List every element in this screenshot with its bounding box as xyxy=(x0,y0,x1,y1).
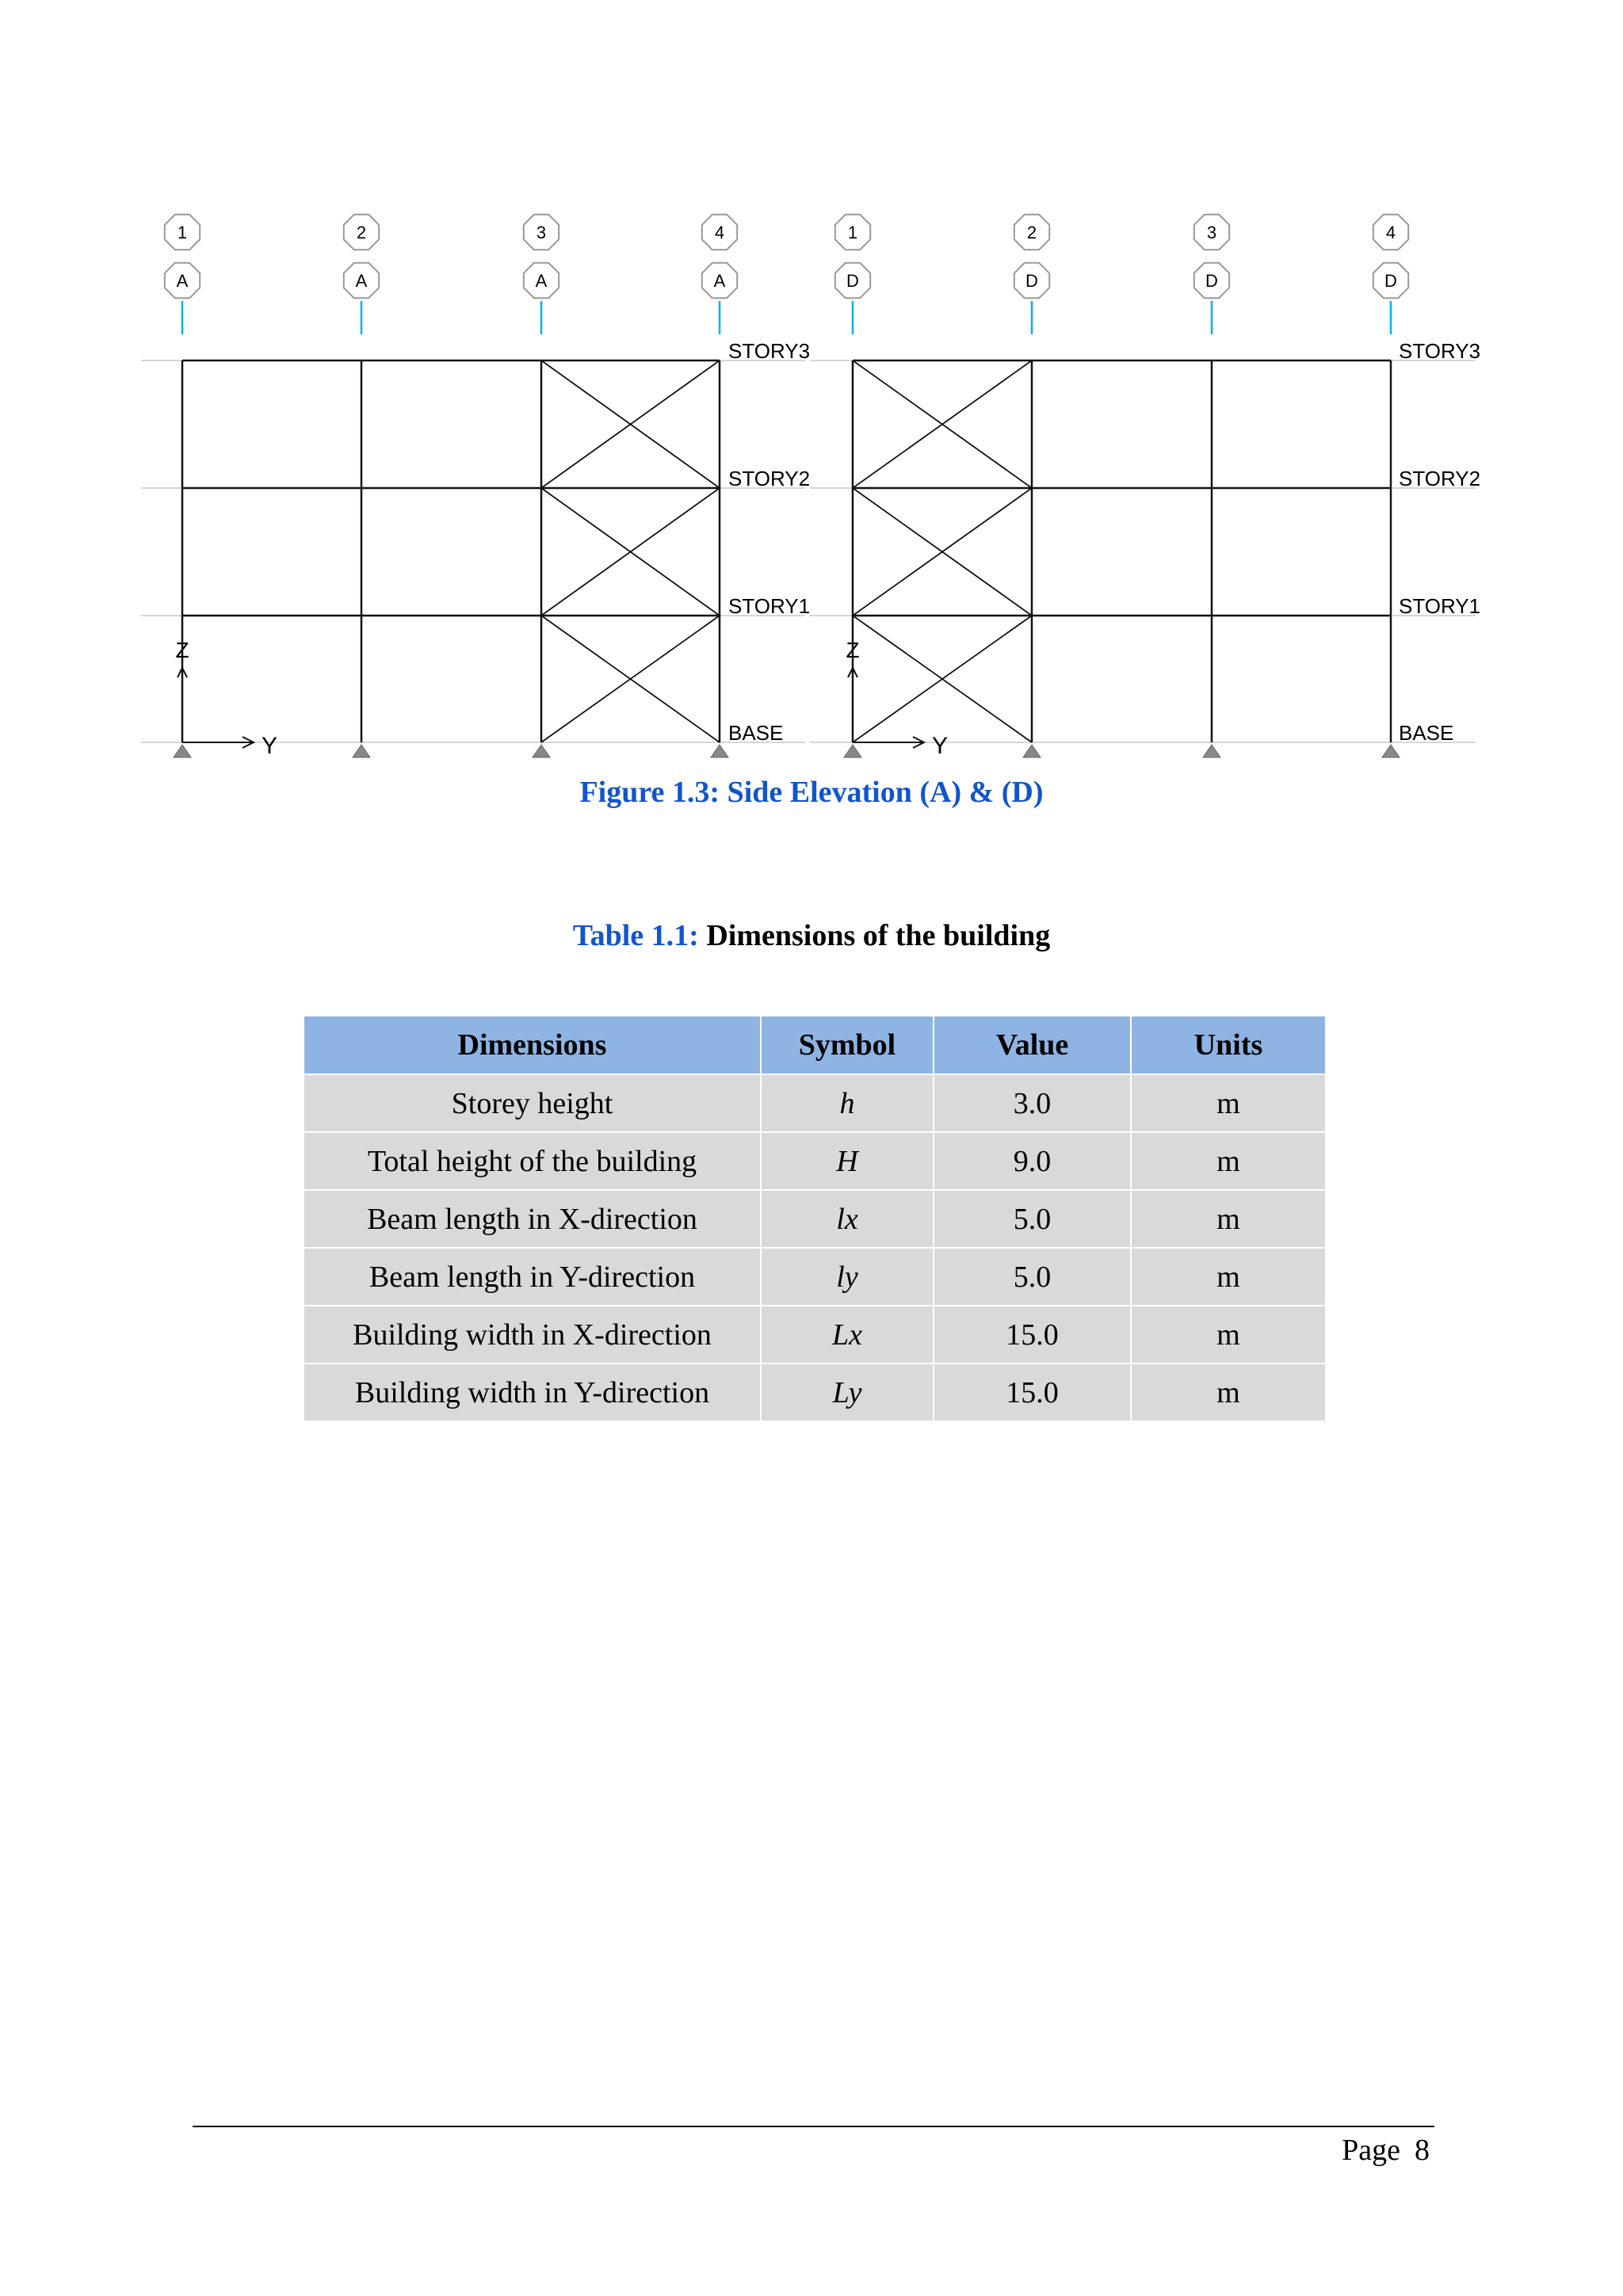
pin-support-icon xyxy=(353,745,370,757)
pin-support-icon xyxy=(711,745,728,757)
story-label: STORY2 xyxy=(728,467,811,490)
pin-support-icon xyxy=(844,745,861,757)
table-row xyxy=(304,1306,1326,1363)
cell-dimension: Building width in Y-direction xyxy=(304,1363,761,1421)
grid-bubble-letter-label: D xyxy=(1025,271,1038,291)
cell-symbol: Lx xyxy=(761,1306,934,1363)
cell-dimension: Storey height xyxy=(304,1074,761,1132)
grid-bubble-number-label: 3 xyxy=(536,223,547,242)
table-row xyxy=(304,1074,1326,1132)
grid-bubble-letter-label: A xyxy=(355,271,368,291)
grid-bubble-number-label: 4 xyxy=(1385,223,1396,242)
page-number xyxy=(1342,2133,1430,2168)
grid-bubble-number-label: 1 xyxy=(177,223,188,242)
cell-unit: m xyxy=(1131,1363,1326,1421)
cell-unit: m xyxy=(1131,1248,1326,1306)
pin-support-icon xyxy=(533,745,550,757)
header-dimensions: Dimensions xyxy=(304,1016,761,1074)
grid-bubble-number-label: 2 xyxy=(1026,223,1037,242)
story-label: STORY3 xyxy=(1399,339,1481,363)
cell-value: 3.0 xyxy=(934,1074,1131,1132)
story-label: STORY1 xyxy=(728,594,811,618)
grid-bubble-number-label: 3 xyxy=(1206,223,1217,242)
cell-value: 9.0 xyxy=(934,1132,1131,1190)
story-label: STORY2 xyxy=(1399,467,1481,490)
y-axis-label: Y xyxy=(262,733,278,759)
y-axis-label: Y xyxy=(932,733,949,759)
grid-bubble-number-label: 2 xyxy=(356,223,367,242)
pin-support-icon xyxy=(174,745,191,757)
cell-dimension: Building width in X-direction xyxy=(304,1306,761,1363)
cell-symbol: lx xyxy=(761,1190,934,1248)
side-elevation-figure xyxy=(0,0,1623,776)
table-caption xyxy=(0,918,1623,953)
grid-bubble-letter-label: A xyxy=(535,271,548,291)
cell-dimension: Beam length in X-direction xyxy=(304,1190,761,1248)
pin-support-icon xyxy=(1203,745,1220,757)
grid-bubble-letter-label: D xyxy=(846,271,859,291)
cell-value: 5.0 xyxy=(934,1248,1131,1306)
cell-dimension: Total height of the building xyxy=(304,1132,761,1190)
header-symbol: Symbol xyxy=(761,1016,934,1074)
header-value: Value xyxy=(934,1016,1131,1074)
pin-support-icon xyxy=(1382,745,1400,757)
z-axis-label: Z xyxy=(175,638,189,662)
cell-unit: m xyxy=(1131,1132,1326,1190)
header-units: Units xyxy=(1131,1016,1326,1074)
cell-value: 15.0 xyxy=(934,1363,1131,1421)
cell-value: 5.0 xyxy=(934,1190,1131,1248)
grid-bubble-letter-label: D xyxy=(1384,271,1397,291)
cell-value: 15.0 xyxy=(934,1306,1131,1363)
page-number-value: 8 xyxy=(1415,2134,1430,2167)
pin-support-icon xyxy=(1023,745,1041,757)
story-label: BASE xyxy=(728,721,784,745)
table-header-row xyxy=(304,1016,1326,1074)
page-label: Page xyxy=(1342,2134,1400,2167)
dimensions-table xyxy=(303,1015,1327,1422)
cell-unit: m xyxy=(1131,1190,1326,1248)
story-label: STORY3 xyxy=(728,339,811,363)
table-row xyxy=(304,1248,1326,1306)
z-axis-label: Z xyxy=(846,638,860,662)
story-label: STORY1 xyxy=(1399,594,1481,618)
figure-caption: Figure 1.3: Side Elevation (A) & (D) xyxy=(579,776,1044,809)
table-row xyxy=(304,1363,1326,1421)
table-row xyxy=(304,1190,1326,1248)
cell-symbol: ly xyxy=(761,1248,934,1306)
grid-bubble-letter-label: D xyxy=(1205,271,1218,291)
elevation-frame-a xyxy=(141,215,810,759)
cell-unit: m xyxy=(1131,1074,1326,1132)
cell-unit: m xyxy=(1131,1306,1326,1363)
table-row xyxy=(304,1132,1326,1190)
story-label: BASE xyxy=(1399,721,1454,745)
cell-symbol: H xyxy=(761,1132,934,1190)
cell-symbol: h xyxy=(761,1074,934,1132)
grid-bubble-letter-label: A xyxy=(713,271,726,291)
grid-bubble-number-label: 1 xyxy=(847,223,858,242)
table-caption-text: Dimensions of the building xyxy=(706,919,1051,952)
grid-bubble-letter-label: A xyxy=(176,271,189,291)
cell-symbol: Ly xyxy=(761,1363,934,1421)
elevation-frame-d xyxy=(810,215,1480,759)
table-caption-label: Table 1.1: xyxy=(572,919,699,952)
grid-bubble-number-label: 4 xyxy=(714,223,725,242)
footer-rule xyxy=(193,2126,1434,2127)
cell-dimension: Beam length in Y-direction xyxy=(304,1248,761,1306)
